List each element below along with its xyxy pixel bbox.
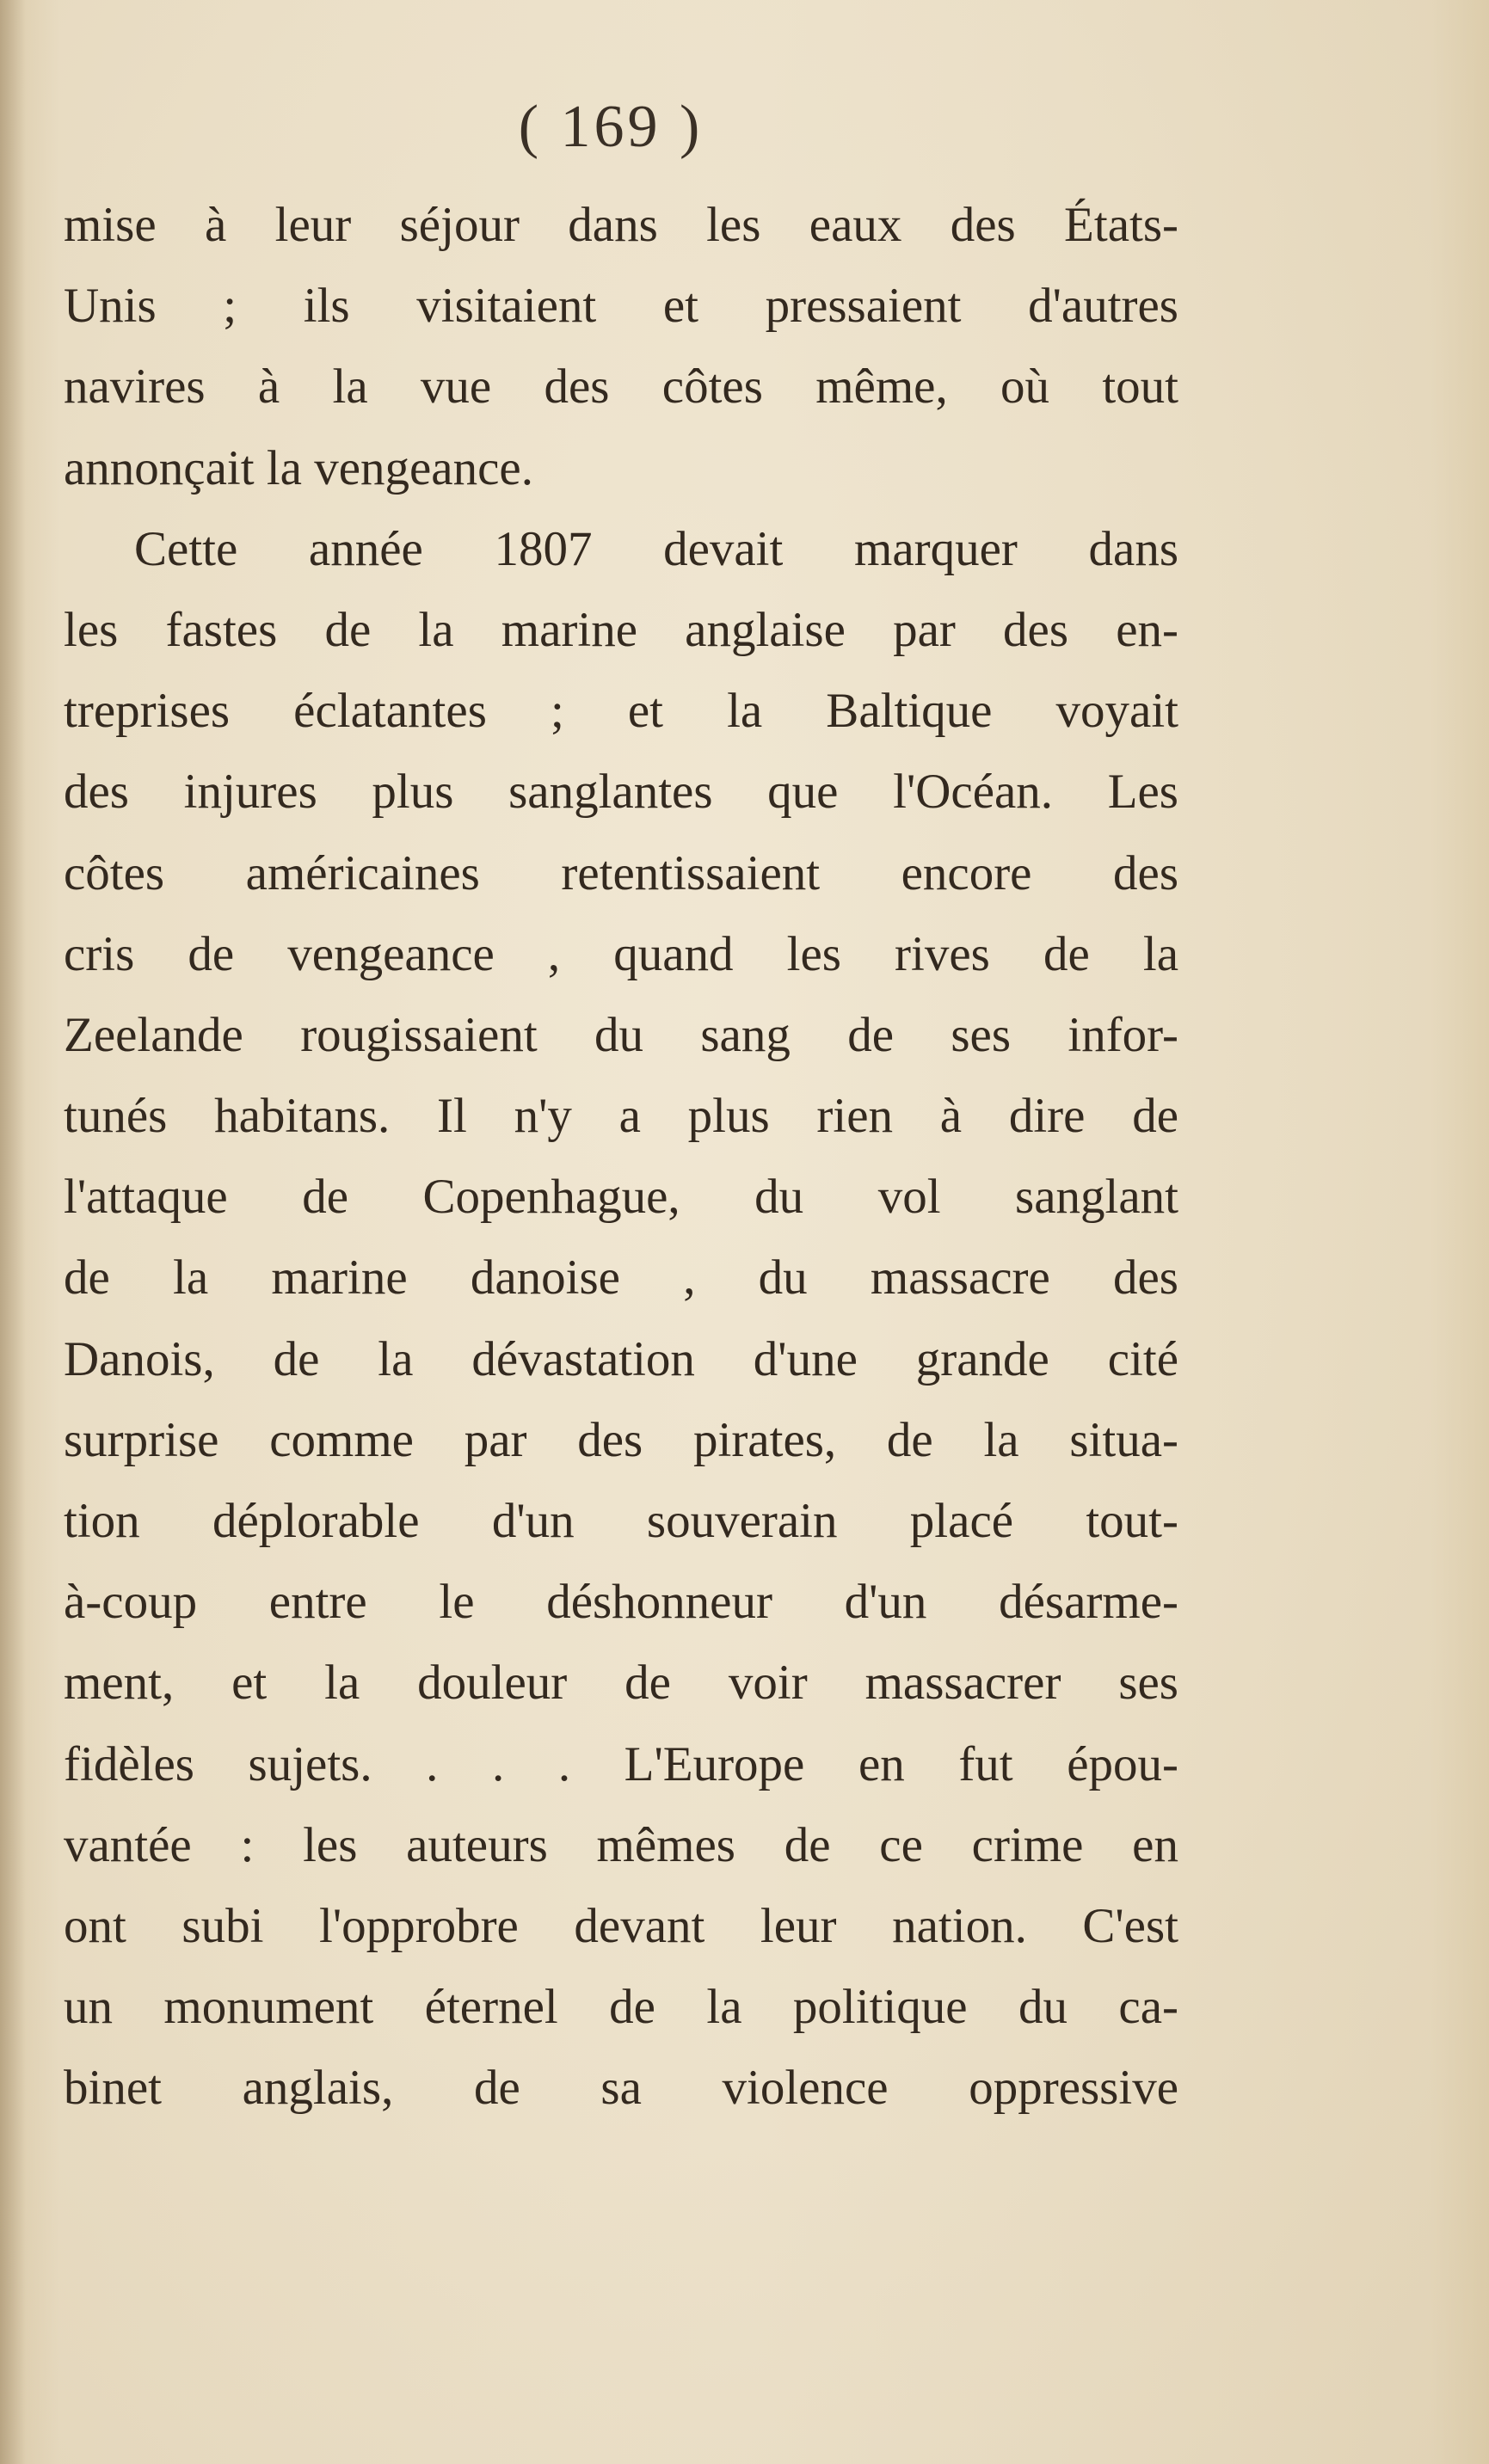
text-line: ont subi l'opprobre devant leur nation. C'est	[64, 1898, 1178, 1953]
text-line: mise à leur séjour dans les eaux des États-	[64, 198, 1178, 252]
text-line: Unis ; ils visitaient et pressaient d'autres	[64, 279, 1178, 334]
text-line: Danois, de la dévastation d'une grande cité	[64, 1331, 1178, 1386]
text-line: côtes américaines retentissaient encore des	[64, 845, 1178, 900]
text-line: navires à la vue des côtes même, où tout	[64, 359, 1178, 415]
gutter-shadow	[0, 0, 26, 2464]
paragraph-first-line: Cette année 1807 devait marquer dans	[134, 521, 1178, 576]
text-line: l'attaque de Copenhague, du vol sanglant	[64, 1170, 1178, 1225]
text-line: vantée : les auteurs mêmes de ce crime en	[64, 1817, 1178, 1872]
page-number: ( 169 )	[518, 94, 704, 160]
text-line: de la marine danoise , du massacre des	[64, 1250, 1178, 1306]
text-line: annonçait la vengeance.	[64, 440, 533, 495]
text-line: Zeelande rougissaient du sang de ses infor-	[64, 1007, 1178, 1062]
text-line: les fastes de la marine anglaise par des en-	[64, 602, 1178, 657]
text-line: à-coup entre le déshonneur d'un désarme-	[64, 1575, 1178, 1630]
text-line: cris de vengeance , quand les rives de la	[64, 926, 1178, 981]
text-line: tion déplorable d'un souverain placé tout-	[64, 1494, 1178, 1548]
text-line: binet anglais, de sa violence oppressive	[64, 2061, 1178, 2116]
text-line: un monument éternel de la politique du ca-	[64, 1980, 1178, 2035]
text-line: ment, et la douleur de voir massacrer ses	[64, 1656, 1178, 1711]
body-text	[64, 185, 1178, 2129]
text-line: tunés habitans. Il n'y a plus rien à dire de	[64, 1089, 1178, 1144]
text-line: fidèles sujets. . . . L'Europe en fut épou-	[64, 1736, 1178, 1791]
text-line: surprise comme par des pirates, de la situa-	[64, 1412, 1178, 1467]
text-line: des injures plus sanglantes que l'Océan. Les	[64, 765, 1178, 820]
text-line: treprises éclatantes ; et la Baltique voyait	[64, 684, 1178, 739]
